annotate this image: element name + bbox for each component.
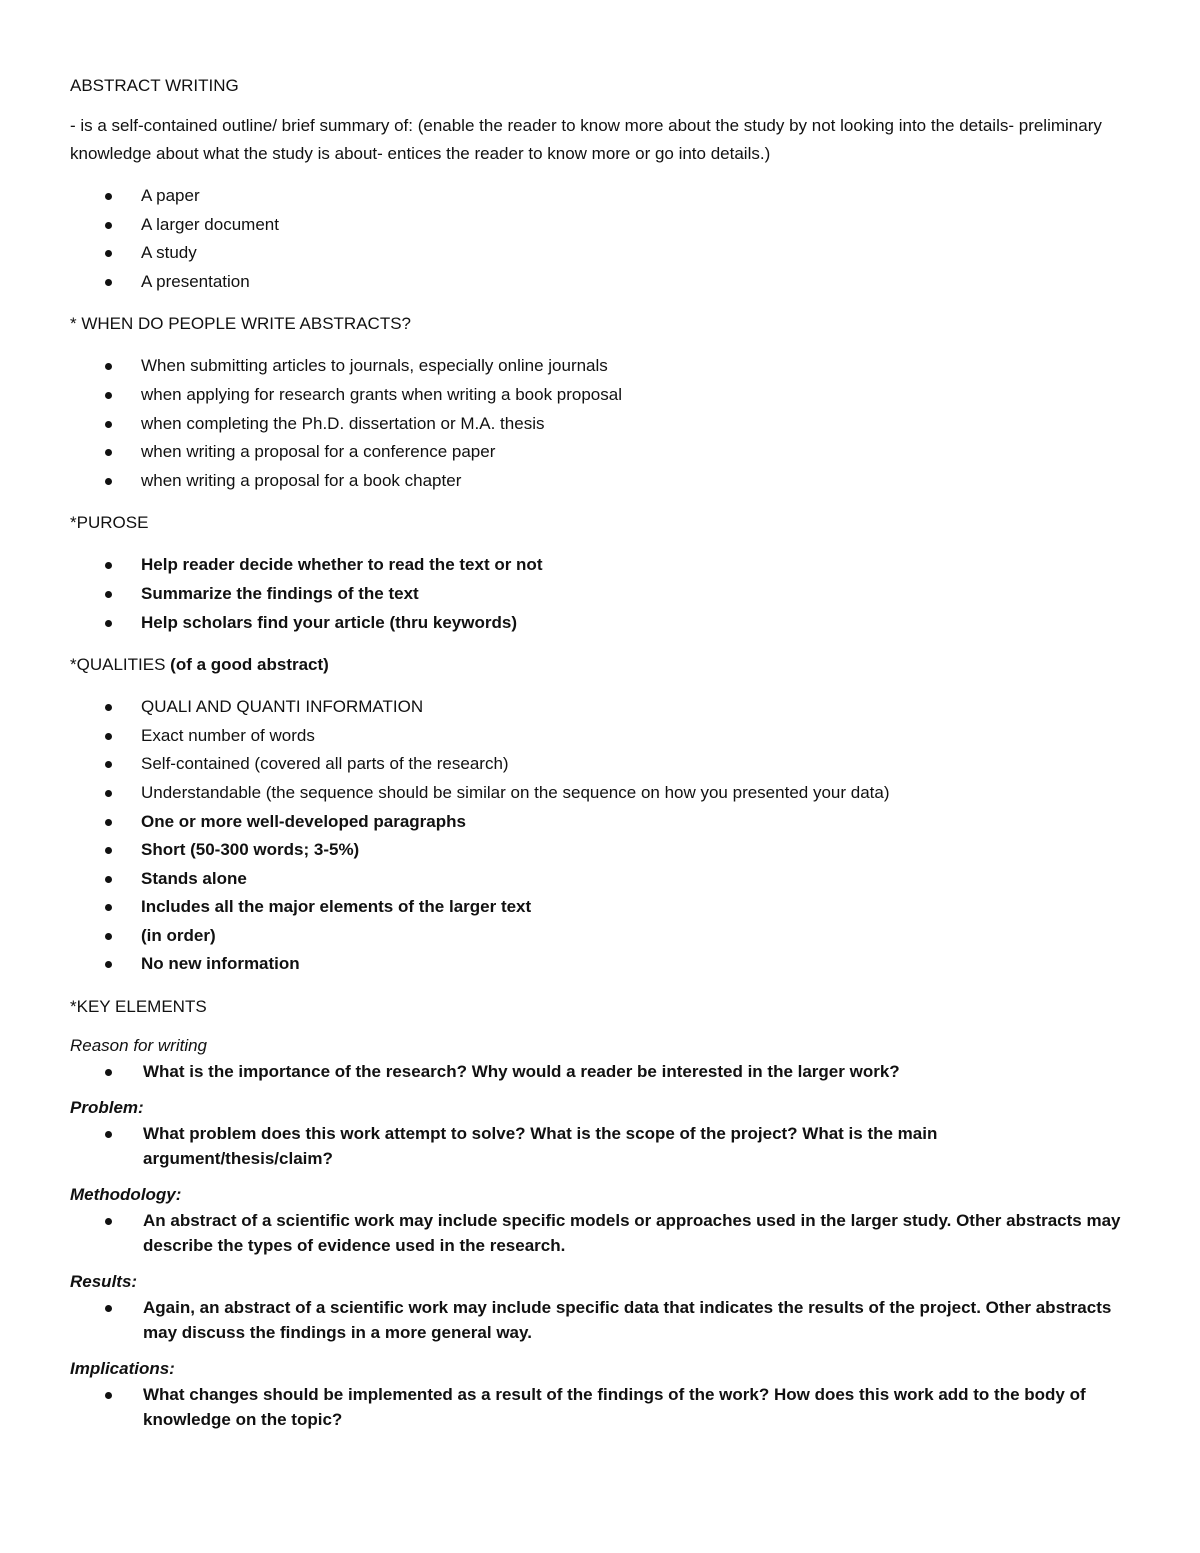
list-item: when writing a proposal for a conference paper bbox=[70, 438, 1130, 467]
bullet-icon bbox=[105, 620, 112, 627]
bullet-icon bbox=[105, 562, 112, 569]
list-item: No new information bbox=[70, 950, 1130, 979]
bullet-icon bbox=[105, 847, 112, 854]
purpose-list bbox=[70, 551, 1130, 637]
bullet-icon bbox=[105, 904, 112, 911]
intro-paragraph: - is a self-contained outline/ brief summary of: (enable the reader to know more about the study by not looking into the details- preliminary knowledge about what the study is about- entices the reader to know more or go into details.) bbox=[70, 116, 1102, 163]
list-item: when writing a proposal for a book chapter bbox=[70, 467, 1130, 496]
list-item: Stands alone bbox=[70, 865, 1130, 894]
key-element-list bbox=[70, 1295, 1130, 1346]
list-item: when completing the Ph.D. dissertation or M.A. thesis bbox=[70, 410, 1130, 439]
list-item: (in order) bbox=[70, 922, 1130, 951]
qualities-list bbox=[70, 693, 1130, 979]
bullet-icon bbox=[105, 392, 112, 399]
bullet-icon bbox=[105, 1305, 112, 1312]
bullet-icon bbox=[105, 478, 112, 485]
list-item: Exact number of words bbox=[70, 722, 1130, 751]
list-item: Help reader decide whether to read the text or not bbox=[70, 551, 1130, 580]
bullet-icon bbox=[105, 961, 112, 968]
list-item: When submitting articles to journals, especially online journals bbox=[70, 352, 1130, 381]
list-item: Understandable (the sequence should be similar on the sequence on how you presented your data) bbox=[70, 779, 1130, 808]
summary-list bbox=[70, 182, 1130, 296]
bullet-icon bbox=[105, 761, 112, 768]
bullet-icon bbox=[105, 933, 112, 940]
bullet-icon bbox=[105, 1218, 112, 1225]
list-item: What is the importance of the research? Why would a reader be interested in the larger work? bbox=[70, 1059, 1130, 1085]
bullet-icon bbox=[105, 790, 112, 797]
document-page bbox=[70, 72, 1130, 1443]
key-element-label: Methodology: bbox=[70, 1184, 182, 1204]
qualities-heading: *QUALITIES (of a good abstract) bbox=[70, 655, 329, 675]
page-title: ABSTRACT WRITING bbox=[70, 76, 239, 95]
list-item: One or more well-developed paragraphs bbox=[70, 808, 1130, 837]
key-element-label: Results: bbox=[70, 1271, 138, 1291]
list-item: A presentation bbox=[70, 268, 1130, 297]
bullet-icon bbox=[105, 193, 112, 200]
list-item: What problem does this work attempt to solve? What is the scope of the project? What is the main argument/thesis/claim? bbox=[70, 1121, 1130, 1172]
key-element-label: Implications: bbox=[70, 1358, 175, 1378]
bullet-icon bbox=[105, 363, 112, 370]
list-item: Short (50-300 words; 3-5%) bbox=[70, 836, 1130, 865]
list-item: A study bbox=[70, 239, 1130, 268]
list-item: Again, an abstract of a scientific work may include specific data that indicates the results of the project. Other abstracts may discuss the findings in a more general way. bbox=[70, 1295, 1130, 1346]
list-item: Self-contained (covered all parts of the research) bbox=[70, 750, 1130, 779]
key-elements-heading: *KEY ELEMENTS bbox=[70, 997, 207, 1017]
list-item: Help scholars find your article (thru keywords) bbox=[70, 609, 1130, 638]
list-item: A larger document bbox=[70, 211, 1130, 240]
bullet-icon bbox=[105, 279, 112, 286]
key-element-list bbox=[70, 1382, 1130, 1433]
bullet-icon bbox=[105, 250, 112, 257]
bullet-icon bbox=[105, 449, 112, 456]
when-list bbox=[70, 352, 1130, 495]
key-element-list bbox=[70, 1059, 1130, 1085]
list-item: Includes all the major elements of the larger text bbox=[70, 893, 1130, 922]
bullet-icon bbox=[105, 733, 112, 740]
bullet-icon bbox=[105, 591, 112, 598]
key-element-list bbox=[70, 1208, 1130, 1259]
list-item: What changes should be implemented as a result of the findings of the work? How does this work add to the body of knowledge on the topic? bbox=[70, 1382, 1130, 1433]
bullet-icon bbox=[105, 704, 112, 711]
bullet-icon bbox=[105, 421, 112, 428]
qualities-subheading: (of a good abstract) bbox=[170, 655, 329, 675]
list-item: QUALI AND QUANTI INFORMATION bbox=[70, 693, 1130, 722]
bullet-icon bbox=[105, 876, 112, 883]
list-item: Summarize the findings of the text bbox=[70, 580, 1130, 609]
bullet-icon bbox=[105, 1131, 112, 1138]
purpose-heading: *PUROSE bbox=[70, 513, 149, 533]
key-element-label: Problem: bbox=[70, 1097, 144, 1117]
when-heading: * WHEN DO PEOPLE WRITE ABSTRACTS? bbox=[70, 314, 412, 334]
bullet-icon bbox=[105, 819, 112, 826]
bullet-icon bbox=[105, 1392, 112, 1399]
bullet-icon bbox=[105, 1069, 112, 1076]
list-item: A paper bbox=[70, 182, 1130, 211]
bullet-icon bbox=[105, 222, 112, 229]
list-item: when applying for research grants when writing a book proposal bbox=[70, 381, 1130, 410]
key-element-label: Reason for writing bbox=[70, 1036, 208, 1056]
key-element-list bbox=[70, 1121, 1130, 1172]
list-item: An abstract of a scientific work may include specific models or approaches used in the larger study. Other abstracts may describe the types of evidence used in the research. bbox=[70, 1208, 1130, 1259]
